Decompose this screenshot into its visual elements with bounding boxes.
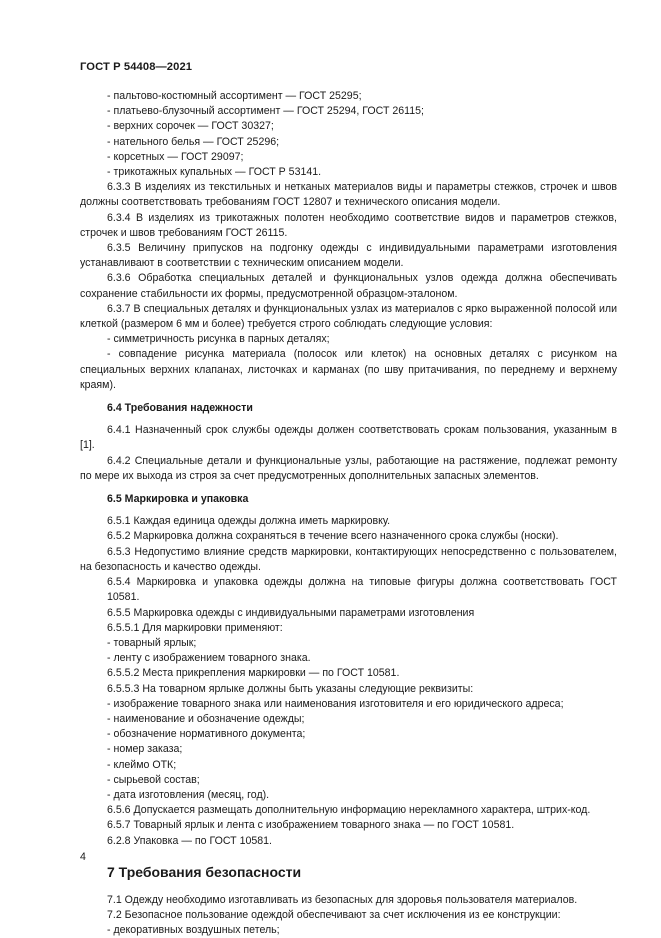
clause-6-4-1: 6.4.1 Назначенный срок службы одежды должен соответствовать срокам пользования, указанным в [1]. bbox=[80, 424, 617, 452]
list-item: - трикотажных купальных — ГОСТ Р 53141. bbox=[107, 166, 322, 179]
clause-6-5-4: 6.5.4 Маркировка и упаковка одежды должна на типовые фигуры должна соответствовать ГОСТ 10581. bbox=[107, 576, 617, 604]
section-heading-7: 7 Требования безопасности bbox=[107, 863, 302, 880]
clause-6-5-2: 6.5.2 Маркировка должна сохраняться в течение всего назначенного срока службы (носки). bbox=[107, 530, 559, 543]
clause-6-5-3: 6.5.3 Недопустимо влияние средств маркировки, контактирующих непосредственно с пользователем, на безопасность и качество одежды. bbox=[80, 545, 617, 573]
clause-6-3-4: 6.3.4 В изделиях из трикотажных полотен необходимо соответствие видов и параметров стежков, строчек и швов требованиям ГОСТ 26115. bbox=[80, 211, 617, 239]
section-heading-6-5: 6.5 Маркировка и упаковка bbox=[107, 493, 249, 506]
page-body bbox=[80, 89, 617, 938]
list-item: - сырьевой состав; bbox=[107, 773, 200, 786]
list-item: - верхних сорочек — ГОСТ 30327; bbox=[107, 120, 274, 133]
list-item: - обозначение нормативного документа; bbox=[107, 728, 306, 741]
list-item: - совпадение рисунка материала (полосок или клеток) на основных деталях с рисунком на специальных верхних клапанах, листочках и карманах (по шву притачивания, по переднему и верхнему краям). bbox=[80, 348, 617, 391]
clause-6-5-6: 6.5.6 Допускается размещать дополнительную информацию нерекламного характера, штрих-код. bbox=[107, 804, 591, 817]
clause-6-5-5-2: 6.5.5.2 Места прикрепления маркировки — по ГОСТ 10581. bbox=[107, 667, 400, 680]
clause-6-5-5-3: 6.5.5.3 На товарном ярлыке должны быть указаны следующие реквизиты: bbox=[107, 682, 474, 695]
clause-6-5-5: 6.5.5 Маркировка одежды с индивидуальными параметрами изготовления bbox=[107, 606, 475, 619]
clause-6-2-8: 6.2.8 Упаковка — по ГОСТ 10581. bbox=[107, 834, 272, 847]
list-item: - платьево-блузочный ассортимент — ГОСТ 25294, ГОСТ 26115; bbox=[107, 105, 424, 118]
clause-6-3-5: 6.3.5 Величину припусков на подгонку одежды с индивидуальными параметрами изготовления устанавливают в соответствии с техническим описанием модели. bbox=[80, 242, 617, 270]
list-item: - нательного белья — ГОСТ 25296; bbox=[107, 135, 280, 148]
clause-7-1: 7.1 Одежду необходимо изготавливать из безопасных для здоровья пользователя материалов. bbox=[107, 893, 578, 906]
page-number: 4 bbox=[80, 851, 86, 863]
clause-6-3-7: 6.3.7 В специальных деталях и функциональных узлах из материалов с ярко выраженной полосой или клеткой (размером 6 мм и более) требуется строго соблюдать следующие условия: bbox=[80, 302, 617, 331]
list-item: - наименование и обозначение одежды; bbox=[107, 712, 305, 725]
list-item: - дата изготовления (месяц, год). bbox=[107, 788, 270, 801]
clause-6-3-3: 6.3.3 В изделиях из текстильных и нетканых материалов виды и параметры стежков, строчек и швов должны соответствовать требованиям ГОСТ 12807 и технического описания модели. bbox=[80, 181, 617, 209]
clause-6-3-6: 6.3.6 Обработка специальных деталей и функциональных узлов одежда должна обеспечивать сохранение стабильности их формы, предусмотренной образцом-эталоном. bbox=[80, 272, 617, 300]
list-item: - декоративных воздушных петель; bbox=[107, 924, 280, 937]
document-header: ГОСТ Р 54408—2021 bbox=[80, 61, 193, 73]
list-item: - корсетных — ГОСТ 29097; bbox=[107, 150, 244, 163]
clause-6-5-7: 6.5.7 Товарный ярлык и лента с изображением товарного знака — по ГОСТ 10581. bbox=[107, 819, 515, 832]
list-item: - симметричность рисунка в парных деталях; bbox=[107, 333, 330, 346]
list-item: - изображение товарного знака или наименования изготовителя и его юридического адреса; bbox=[107, 697, 564, 710]
clause-7-2: 7.2 Безопасное пользование одеждой обеспечивают за счет исключения из ее конструкции: bbox=[107, 908, 561, 921]
list-item: - товарный ярлык; bbox=[107, 636, 197, 649]
section-heading-6-4: 6.4 Требования надежности bbox=[107, 402, 253, 415]
list-item: - номер заказа; bbox=[107, 743, 183, 756]
clause-6-4-2: 6.4.2 Специальные детали и функциональные узлы, работающие на растяжение, подлежат ремонту по мере их выхода из строя за счет предусмотренных дополнительных запасных элементов. bbox=[80, 454, 617, 482]
clause-6-5-1: 6.5.1 Каждая единица одежды должна иметь маркировку. bbox=[107, 515, 391, 528]
list-item: - клеймо ОТК; bbox=[107, 758, 177, 771]
list-item: - ленту с изображением товарного знака. bbox=[107, 652, 311, 665]
list-item: - пальтово-костюмный ассортимент — ГОСТ 25295; bbox=[107, 90, 362, 102]
clause-6-5-5-1: 6.5.5.1 Для маркировки применяют: bbox=[107, 621, 283, 634]
